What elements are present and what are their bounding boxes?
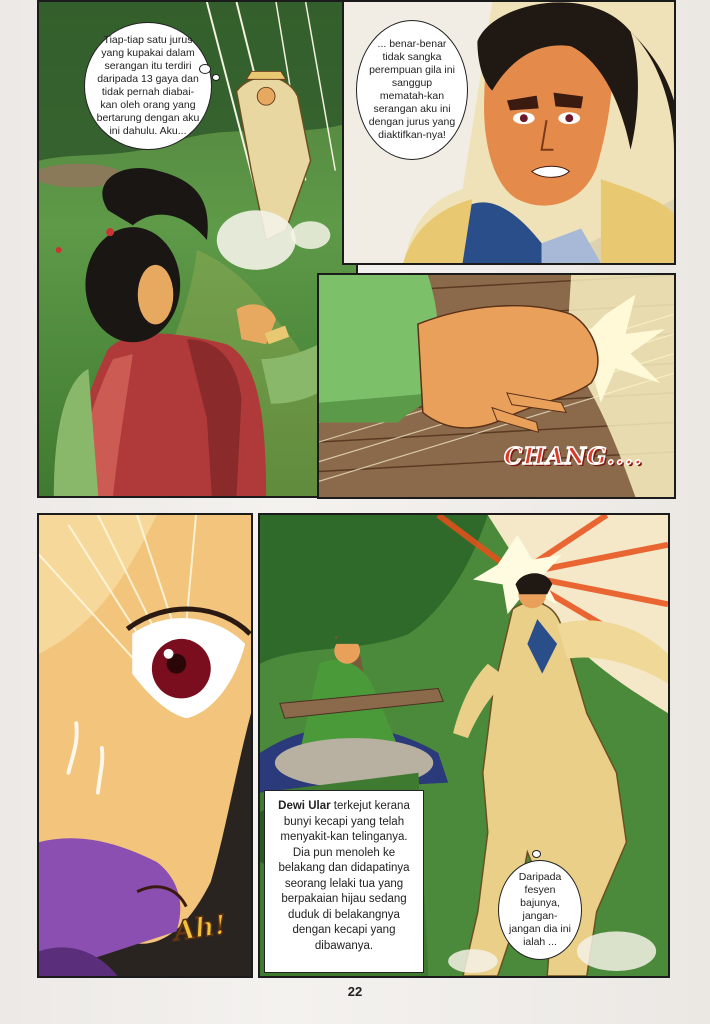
narration-caption <box>264 790 424 973</box>
speech-bubble-girl <box>84 22 212 150</box>
sfx-ah: Ah! <box>172 909 229 948</box>
bubble-tail-dot <box>199 64 211 74</box>
panel-hand-zither <box>317 273 676 499</box>
speech-bubble-warrior <box>356 20 468 160</box>
speech-bubble-dewi-ular <box>498 860 582 960</box>
sfx-chang: CHANG.... <box>504 443 643 470</box>
speech-text-warrior: ... benar-benar tidak sangka perempuan gila ini sanggup mematah-kan serangan aku ini dengan jurus yang diaktifkan-nya! <box>368 38 456 141</box>
panel-girl-and-warrior <box>37 0 358 498</box>
speech-text-dewi-ular: Daripada fesyen bajunya, jangan-jangan dia ini ialah ... <box>509 871 571 948</box>
caption-character-name: Dewi Ular <box>278 800 331 812</box>
speech-text-girl: Tiap-tiap satu jurus yang kupakai dalam serangan itu terdiri daripada 13 gaya dan tidak pernah diabai-kan oleh orang yang bertarung dengan aku ini dahulu. Aku... <box>96 34 200 137</box>
panel-warrior-face <box>342 0 676 265</box>
panel-old-man-zither <box>258 513 670 978</box>
bubble-tail-dot <box>212 74 220 81</box>
page-number: 22 <box>347 984 363 999</box>
panel-4-art <box>39 515 251 976</box>
bubble-tail-dot <box>532 850 541 858</box>
panel-eye-closeup <box>37 513 253 978</box>
caption-text: terkejut kerana bunyi kecapi yang telah menyakit-kan telinganya. Dia pun menoleh ke belakang dan didapatinya seorang lelaki tua yang berpakaian hijau sedang duduk di belakangnya dengan kecapi yang dibawanya. <box>278 800 410 952</box>
